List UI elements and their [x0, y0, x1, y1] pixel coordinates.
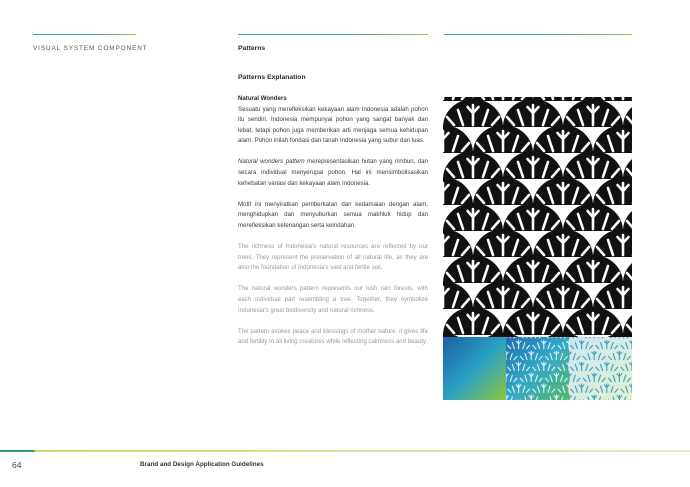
footer-document-title: Brand and Design Application Guidelines: [140, 461, 264, 468]
paragraph-id-2-emphasis: Natural wonders pattern: [238, 158, 305, 166]
footer-rule: [0, 450, 690, 452]
top-rule-right: [444, 34, 632, 35]
top-rule-middle: [238, 34, 428, 35]
paragraph-id-2-text: merepresentasikan hutan yang rimbun, dan secara individual menyerupai pohon. Hal ini mensimbolisasikan kehebatan variasi dan kekayaan alam Indonesia.: [238, 158, 428, 187]
content-heading: Natural Wonders: [238, 95, 287, 102]
page-title: Patterns: [238, 45, 266, 52]
pattern-color-variants: [443, 337, 632, 400]
top-rule-left: [33, 34, 136, 35]
paragraph-id-1: Sesuatu yang merefleksikan kekayaan alam Indonesia adalah pohon itu sendiri. Indonesia mempunyai pohon yang sangat banyak dan lebat, tetapi pohon juga memberikan arti menjaga semua kehidupan alam. Pohon inilah fondasi dari tanah Indonesia yang subur dan luas.: [238, 105, 428, 145]
swatch-solid-gradient: [443, 337, 506, 400]
page-number: 64: [12, 460, 22, 470]
paragraph-en-1: The richness of Indonesia's natural resources are reflected by our trees. They represent the preservation of all natural life, as they are also the foundation of Indonesia's vast and fertile soil.: [238, 243, 428, 272]
section-subtitle: Patterns Explanation: [238, 74, 306, 81]
paragraph-en-2: The natural wonders pattern represents our lush rain forests, with each individual part resembling a tree. Together, they symbolize Indonesia's great biodiversity and natural richness.: [238, 285, 428, 314]
paragraph-id-2: [238, 157, 428, 189]
body-text: [238, 94, 428, 358]
paragraph-id-3: Motif ini menyiratkan pemberkatan dan kedamaian dengan alam, menghidupkan dan menyuburkan semua makhluk hidup dan merefleksikan ketenangan serta keindahan.: [238, 200, 428, 229]
paragraph-en-3: The pattern evokes peace and blessings of mother nature: it gives life and fertility to all living creatures while reflecting calmness and beauty.: [238, 327, 428, 346]
natural-wonders-block: [238, 94, 428, 147]
section-label: VISUAL SYSTEM COMPONENT: [33, 45, 148, 52]
natural-wonders-pattern: [443, 97, 632, 337]
